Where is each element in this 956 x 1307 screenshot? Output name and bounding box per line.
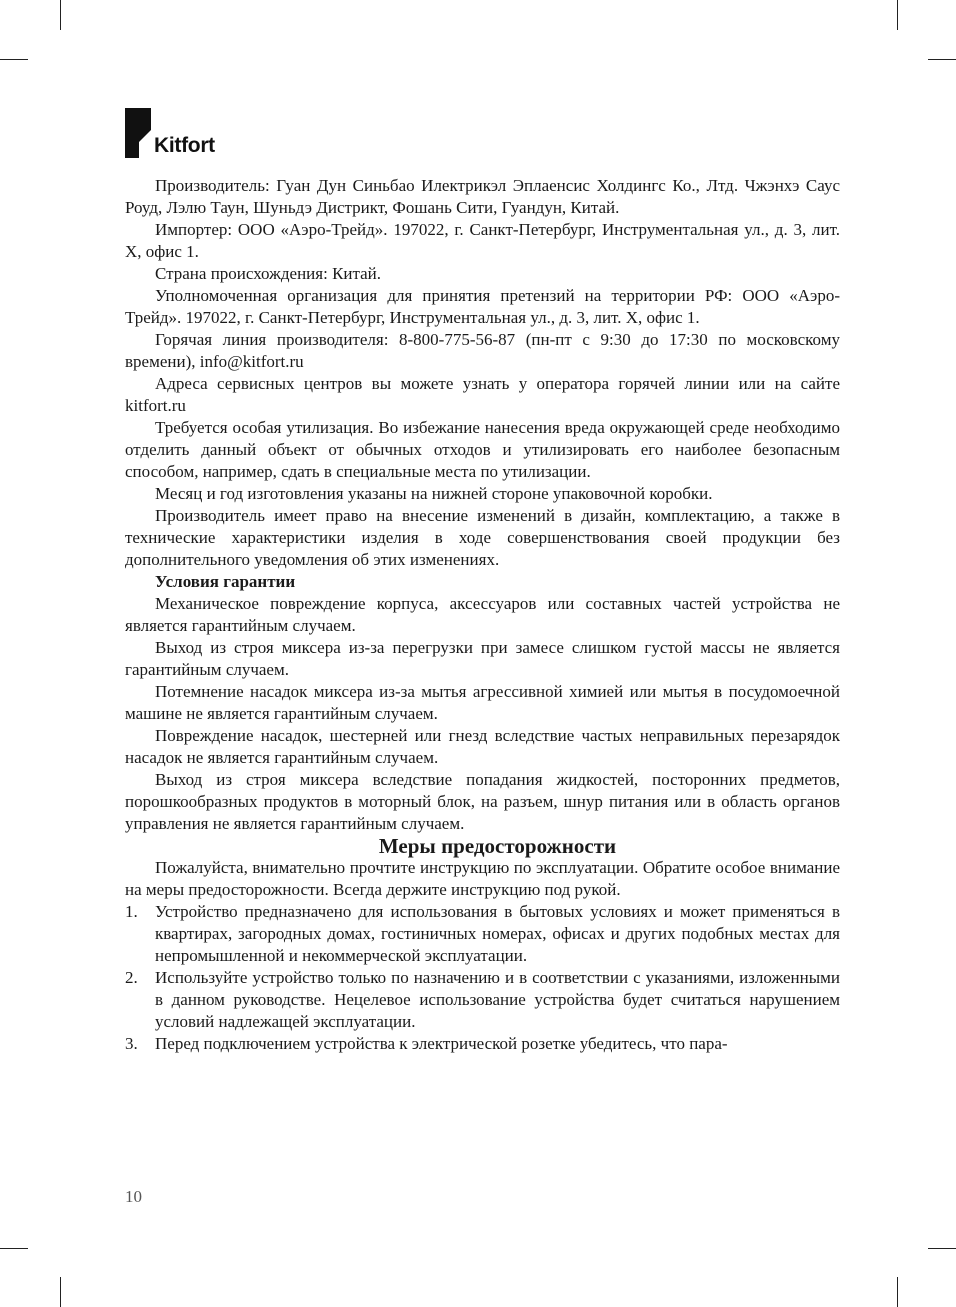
list-item [125, 1033, 840, 1055]
claims-org-paragraph: Уполномоченная организация для принятия претензий на территории РФ: ООО «Аэро-Трейд». 197022, г. Санкт-Петербург, Инструментальная ул., д. 3, лит. Х, офис 1. [125, 286, 840, 327]
disposal-paragraph: Требуется особая утилизация. Во избежание нанесения вреда окружающей среде необходимо отделить данный объект от обычных отходов и утилизировать его наиболее безопасным способом, например, сдать в специальные места по утилизации. [125, 418, 840, 481]
precautions-title: Меры предосторожности [378, 834, 617, 858]
brand-logo [125, 108, 255, 160]
precautions-intro: Пожалуйста, внимательно прочтите инструкцию по эксплуатации. Обратите особое внимание на меры предосторожности. Всегда держите инструкцию под рукой. [125, 858, 840, 899]
crop-mark [60, 0, 61, 30]
warranty-section [125, 571, 840, 835]
origin-paragraph: Страна происхождения: Китай. [155, 264, 382, 283]
precautions-list [125, 901, 840, 1055]
warranty-paragraph: Механическое повреждение корпуса, аксессуаров или составных частей устройства не является гарантийным случаем. [125, 594, 840, 635]
crop-mark [0, 59, 28, 60]
hotline-paragraph: Горячая линия производителя: 8-800-775-56-87 (пн-пт с 9:30 до 17:30 по московскому времени), info@kitfort.ru [125, 330, 840, 371]
crop-mark [928, 1248, 956, 1249]
manufacturer-info [125, 175, 840, 571]
warranty-paragraph: Выход из строя миксера из-за перегрузки при замесе слишком густой массы не является гарантийным случаем. [125, 638, 840, 679]
list-item [125, 967, 840, 1033]
brand-name: Kitfort [154, 134, 215, 157]
warranty-heading: Условия гарантии [155, 572, 296, 591]
changes-paragraph: Производитель имеет право на внесение изменений в дизайн, комплектацию, а также в технические характеристики изделия в ходе совершенствования своей продукции без дополнительного уведомления об этих изменениях. [125, 506, 840, 569]
importer-paragraph: Импортер: ООО «Аэро-Трейд». 197022, г. Санкт-Петербург, Инструментальная ул., д. 3, лит. Х, офис 1. [125, 220, 840, 261]
production-date-paragraph: Месяц и год изготовления указаны на нижней стороне упаковочной коробки. [155, 484, 713, 503]
precautions-section [125, 835, 840, 1055]
kitfort-logo-icon [125, 108, 151, 158]
warranty-paragraph: Выход из строя миксера вследствие попадания жидкостей, посторонних предметов, порошкообразных продуктов в моторный блок, на разъем, шнур питания или в область органов управления не является гарантийным случаем. [125, 770, 840, 833]
crop-mark [897, 0, 898, 30]
list-item-number: 1. [125, 902, 138, 921]
list-item-number: 2. [125, 968, 138, 987]
crop-mark [928, 59, 956, 60]
crop-mark [897, 1277, 898, 1307]
page-content [125, 175, 840, 1055]
list-item [125, 901, 840, 967]
list-item-text: Используйте устройство только по назначению и в соответствии с указаниями, изложенными в данном руководстве. Нецелевое использование устройства будет считаться нарушением условий надлежащей эксплуатации. [155, 968, 840, 1031]
crop-mark [0, 1248, 28, 1249]
warranty-paragraph: Потемнение насадок миксера из-за мытья агрессивной химией или мытья в посудомоечной машине не является гарантийным случаем. [125, 682, 840, 723]
service-centers-paragraph: Адреса сервисных центров вы можете узнать у оператора горячей линии или на сайте kitfort.ru [125, 374, 840, 415]
page-number: 10 [125, 1187, 142, 1206]
list-item-text: Устройство предназначено для использования в бытовых условиях и может применяться в квартирах, загородных домах, гостиничных номерах, офисах и других подобных местах для непромышленной и некоммерческой эксплуатации. [155, 902, 840, 965]
list-item-text: Перед подключением устройства к электрической розетке убедитесь, что пара- [155, 1034, 728, 1053]
manufacturer-paragraph: Производитель: Гуан Дун Синьбао Илектрикэл Эплаенсис Холдингс Ко., Лтд. Чжэнхэ Саус Роуд, Лэлю Таун, Шуньдэ Дистрикт, Фошань Сити, Гуандун, Китай. [125, 176, 840, 217]
crop-mark [60, 1277, 61, 1307]
list-item-number: 3. [125, 1034, 138, 1053]
warranty-paragraph: Повреждение насадок, шестерней или гнезд вследствие частых неправильных перезарядок насадок не является гарантийным случаем. [125, 726, 840, 767]
